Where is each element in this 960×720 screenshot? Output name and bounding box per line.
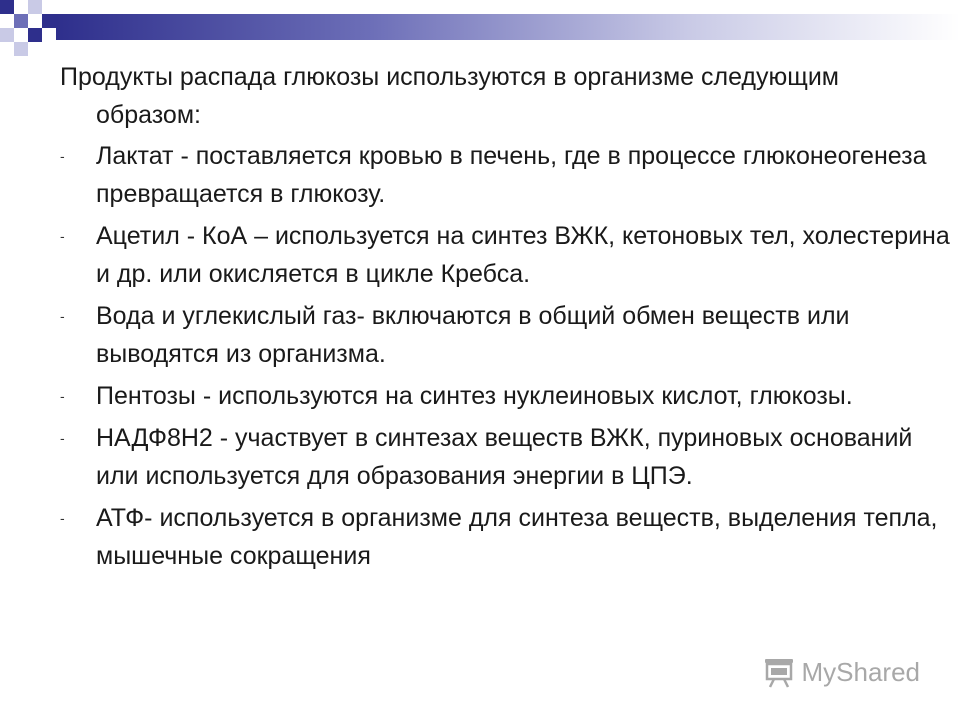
list-item: [60, 499, 950, 575]
list-item-text: Лактат - поставляется кровью в печень, где в процессе глюконеогенеза превращается в глюкозу.: [96, 142, 927, 208]
deco-square: [42, 14, 56, 28]
bullet-dash: -: [60, 148, 65, 164]
deco-square: [14, 42, 28, 56]
bullet-dash: -: [60, 510, 65, 526]
bullet-dash: -: [60, 430, 65, 446]
list-item-text: НАДФ8Н2 - участвует в синтезах веществ ВЖК, пуриновых оснований или используется для образования энергии в ЦПЭ.: [96, 424, 913, 490]
list-item: [60, 419, 950, 495]
list-item-text: Пентозы - используются на синтез нуклеиновых кислот, глюкозы.: [96, 382, 853, 410]
watermark-text: MyShared: [801, 656, 920, 687]
bullet-dash: -: [60, 388, 65, 404]
list-item: [60, 137, 950, 213]
deco-square: [28, 28, 42, 42]
header-decoration: [0, 0, 960, 60]
list-item: [60, 377, 950, 415]
deco-square: [0, 28, 14, 42]
list-item-text: Вода и углекислый газ- включаются в общий обмен веществ или выводятся из организма.: [96, 302, 850, 368]
deco-square: [0, 0, 14, 14]
list-item-text: АТФ- используется в организме для синтеза веществ, выделения тепла, мышечные сокращения: [96, 504, 938, 570]
slide-body: [60, 58, 950, 579]
watermark: [762, 652, 921, 692]
list-item-text: Ацетил - КоА – используется на синтез ВЖК, кетоновых тел, холестерина и др. или окисляется в цикле Кребса.: [96, 222, 950, 288]
list-item: [60, 297, 950, 373]
deco-square: [28, 0, 42, 14]
list-item: [60, 217, 950, 293]
projector-board-icon: [762, 655, 796, 689]
deco-square: [14, 14, 28, 28]
header-gradient-bar: [56, 14, 960, 40]
slide-intro: Продукты распада глюкозы используются в организме следующим образом:: [60, 63, 839, 129]
bullet-dash: -: [60, 228, 65, 244]
bullet-dash: -: [60, 308, 65, 324]
